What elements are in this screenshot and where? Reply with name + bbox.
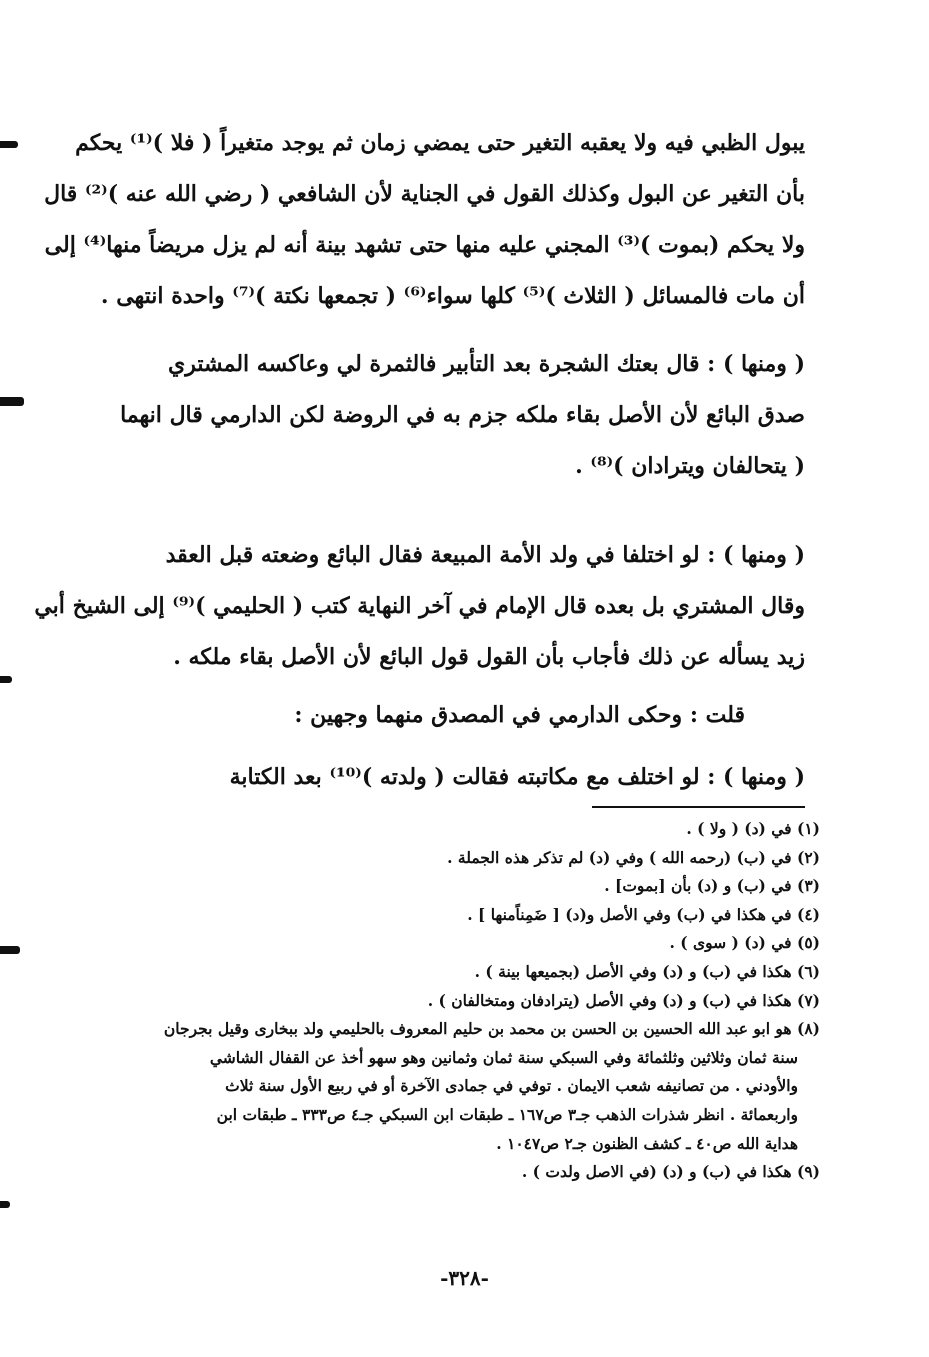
text-line: ( ومنها ) : قال بعتك الشجرة بعد التأبير فالثمرة لي وعاكسه المشتري bbox=[167, 351, 805, 377]
paragraph-5 bbox=[100, 752, 805, 803]
footnote-2: (٢) في (ب) (رحمه الله ) وفي (د) لم تذكر هذه الجملة . bbox=[447, 847, 820, 867]
footnote-4: (٤) في هكذا في (ب) وفي الأصل و(د) [ ضَمِناًمنها ] . bbox=[467, 904, 820, 924]
scan-edge-mark bbox=[0, 397, 24, 406]
footnote-5: (٥) في (د) ( سوى ) . bbox=[669, 933, 820, 953]
footnote-8: (٨) هو ابو عبد الله الحسين بن الحسن بن محمد بن حليم المعروف بالحليمي ولد ببخارى وقيل بجرجان bbox=[163, 1019, 820, 1039]
footnote-9: (٩) هكذا في (ب) و (د) (في الاصل ولدت ) . bbox=[521, 1162, 820, 1182]
text-line: صدق البائع لأن الأصل بقاء ملكه جزم به في الروضة لكن الدارمي قال انهما bbox=[120, 402, 805, 428]
footnote-8-line: هداية الله ص٤٠ ـ كشف الظنون جـ٢ ص١٠٤٧ . bbox=[496, 1133, 798, 1153]
text-line: وقال المشتري بل بعده قال الإمام في آخر النهاية كتب ( الحليمي )⁽⁹⁾ إلى الشيخ أبي bbox=[34, 593, 805, 619]
page-number: -٣٢٨- bbox=[440, 1266, 489, 1290]
footnote-8-line: واربعمائة . انظر شذرات الذهب جـ٣ ص١٦٧ ـ طبقات ابن السبكي جـ٤ ص٣٣٣ ـ طبقات ابن bbox=[216, 1104, 798, 1124]
scan-edge-mark bbox=[0, 141, 18, 148]
text-line: ( يتحالفان ويترادان )⁽⁸⁾ . bbox=[575, 453, 805, 479]
footnote-7: (٧) هكذا في (ب) و (د) وفي الأصل (يترادفان ومتخالفان ) . bbox=[427, 990, 820, 1010]
footnote-8-line: سنة ثمان وثلاثين وثلثمائة وفي السبكي سنة ثمان وثمانين وهو سهو أخذ عن القفال الشاشي bbox=[209, 1047, 798, 1067]
text-line: يبول الظبي فيه ولا يعقبه التغير حتى يمضي زمان ثم يوجد متغيراً ( فلا )⁽¹⁾ يحكم bbox=[75, 130, 805, 156]
text-line: بأن التغير عن البول وكذلك القول في الجناية لأن الشافعي ( رضي الله عنه )⁽²⁾ قال bbox=[44, 181, 805, 207]
text-line: أن مات فالمسائل ( الثلاث )⁽⁵⁾ كلها سواء⁽⁶⁾ ( تجمعها نكتة )⁽⁷⁾ واحدة انتهى . bbox=[100, 283, 805, 309]
text-line: ( ومنها ) : لو اختلفا في ولد الأمة المبيعة فقال البائع وضعته قبل العقد bbox=[165, 542, 805, 568]
footnote-3: (٣) في (ب) و (د) بأن [بموت] . bbox=[604, 876, 820, 896]
scan-edge-mark bbox=[0, 1201, 10, 1208]
footnotes bbox=[110, 815, 820, 1187]
paragraph-1 bbox=[44, 118, 805, 322]
text-line: زيد يسأله عن ذلك فأجاب بأن القول قول البائع لأن الأصل بقاء ملكه . bbox=[173, 644, 805, 670]
footnote-separator bbox=[592, 806, 805, 808]
footnote-1: (١) في (د) ( ولا ) . bbox=[686, 819, 820, 838]
text-line: ولا يحكم (بموت )⁽³⁾ المجني عليه منها حتى تشهد بينة أنه لم يزل مريضاً منها⁽⁴⁾ إلى bbox=[44, 232, 805, 258]
scan-edge-mark bbox=[0, 946, 20, 954]
scan-edge-mark bbox=[0, 676, 12, 683]
paragraph-2 bbox=[100, 339, 805, 492]
paragraph-4: قلت : وحكى الدارمي في المصدق منهما وجهين : bbox=[294, 702, 745, 728]
text-line: ( ومنها ) : لو اختلف مع مكاتبته فقالت ( ولدته )⁽¹⁰⁾ بعد الكتابة bbox=[229, 764, 805, 790]
paragraph-3 bbox=[34, 530, 805, 683]
footnote-8-line: والأودني . من تصانيفه شعب الايمان . توفي في جمادى الآخرة أو في ربيع الأول سنة ثلاث bbox=[225, 1076, 798, 1096]
footnote-6: (٦) هكذا في (ب) و (د) وفي الأصل (بجميعها بينة ) . bbox=[474, 961, 820, 981]
